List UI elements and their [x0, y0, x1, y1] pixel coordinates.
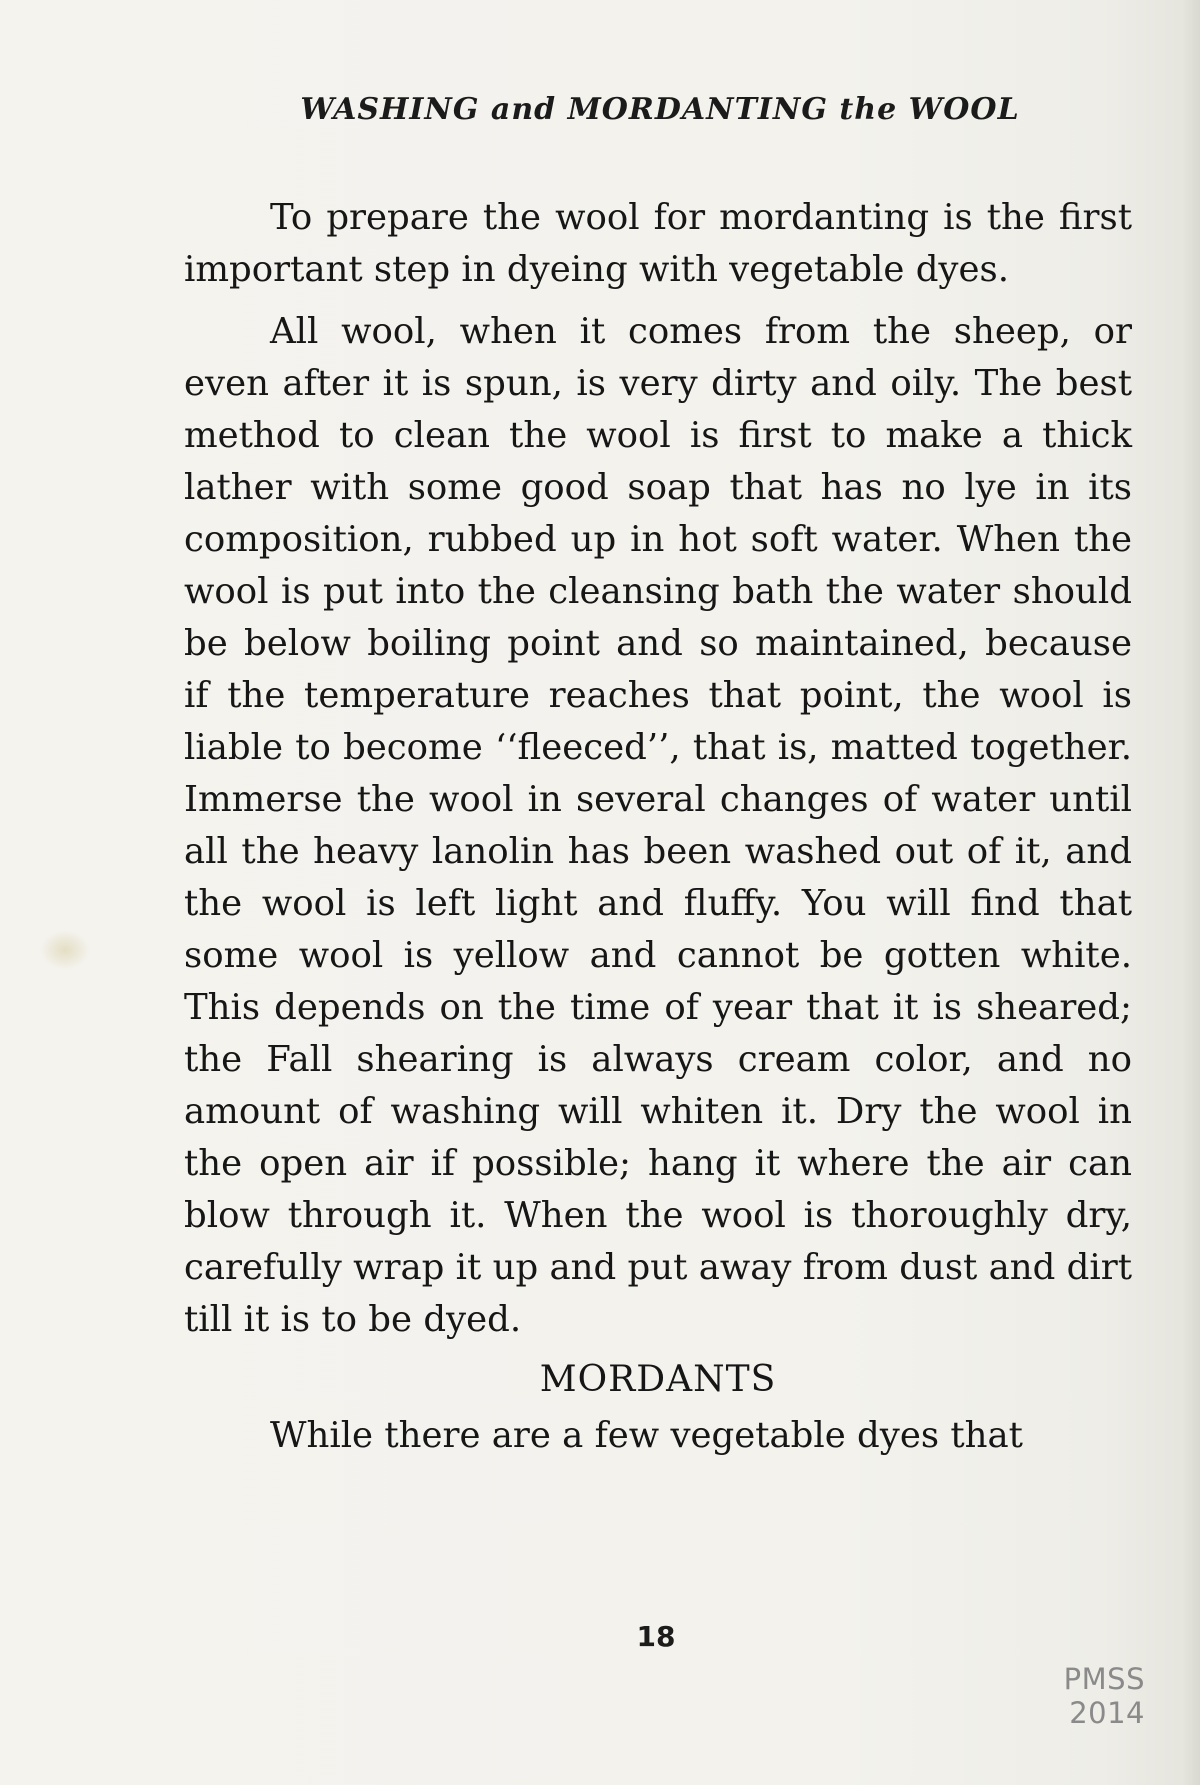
page-number: 18	[636, 1620, 676, 1653]
paragraph-mordants-start: While there are a few vegetable dyes that	[270, 1415, 1023, 1456]
paper-stain	[40, 930, 90, 970]
paragraph-washing: All wool, when it comes from the sheep, or even after it is spun, is very dirty and oily. The best method to clean the wool is first to make a thick lather with some good soap that has no lye in its composition, rubbed up in hot soft water. When the wool is put into the cleansing bath the water should be below boiling point and so maintained, because if the temperature reaches that point, the wool is liable to become ‘‘fleeced’’, that is, matted together. Immerse the wool in several changes of water until all the heavy lanolin has been washed out of it, and the wool is left light and fluffy. You will find that some wool is yellow and cannot be gotten white. This depends on the time of year that it is sheared; the Fall shearing is always cream color, and no amount of washing will whiten it. Dry the wool in the open air if possible; hang it where the air can blow through it. When the wool is thoroughly dry, carefully wrap it up and put away from dust and dirt till it is to be dyed.	[184, 311, 1132, 1340]
running-head: WASHING and MORDANTING the WOOL	[300, 92, 1020, 127]
section-heading-mordants: MORDANTS	[539, 1359, 777, 1400]
body-text	[184, 192, 1132, 1462]
paragraph-intro: To prepare the wool for mordanting is the first important step in dyeing with vegetable dyes.	[184, 197, 1132, 290]
archive-watermark: PMSS 2014	[1063, 1662, 1145, 1730]
page-edge-shadow	[1182, 0, 1200, 1785]
